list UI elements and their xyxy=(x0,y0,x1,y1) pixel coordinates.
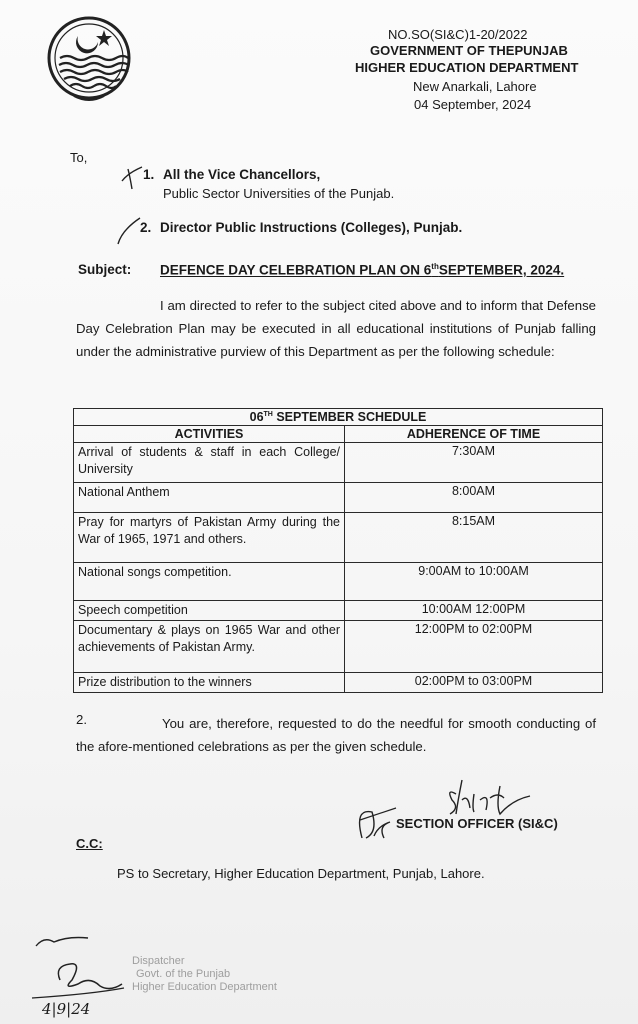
recipient-2-number: 2. xyxy=(140,220,152,235)
activity-cell: Prize distribution to the winners xyxy=(74,673,345,693)
activity-cell: National songs competition. xyxy=(74,563,345,601)
table-row xyxy=(74,563,603,601)
letter-date: 04 September, 2024 xyxy=(414,97,532,112)
activity-cell: Documentary & plays on 1965 War and other achievements of Pakistan Army. xyxy=(74,621,345,673)
activity-cell: National Anthem xyxy=(74,483,345,513)
schedule-title xyxy=(74,409,603,426)
subject-superscript: th xyxy=(431,262,439,271)
activity-cell: Speech competition xyxy=(74,601,345,621)
subject-text-date: SEPTEMBER, 2024. xyxy=(438,262,565,278)
department-title: HIGHER EDUCATION DEPARTMENT xyxy=(355,60,579,75)
column-header-activities: ACTIVITIES xyxy=(74,426,345,443)
recipient-2-title: Director Public Instructions (Colleges), Punjab. xyxy=(160,220,463,235)
handwritten-signature xyxy=(350,776,540,846)
activity-cell: Pray for martyrs of Pakistan Army during the War of 1965, 1971 and others. xyxy=(74,513,345,563)
column-header-time: ADHERENCE OF TIME xyxy=(345,426,603,443)
paragraph-2: You are, therefore, requested to do the needful for smooth conducting of the afore-mentioned celebrations as per the given schedule. xyxy=(76,716,596,754)
cc-recipient: PS to Secretary, Higher Education Department, Punjab, Lahore. xyxy=(117,866,485,881)
activity-cell: Arrival of students & staff in each College/ University xyxy=(74,443,345,483)
stamp-text xyxy=(132,955,277,994)
time-cell: 8:15AM xyxy=(345,513,603,563)
stamp-line-3: Higher Education Department xyxy=(132,981,277,993)
recipient-1-title: All the Vice Chancellors, xyxy=(163,167,321,182)
time-cell: 9:00AM to 10:00AM xyxy=(345,563,603,601)
time-cell: 8:00AM xyxy=(345,483,603,513)
handwritten-tick-mark xyxy=(118,163,148,193)
table-row xyxy=(74,601,603,621)
time-cell: 02:00PM to 03:00PM xyxy=(345,673,603,693)
table-row xyxy=(74,673,603,693)
handwritten-date: 4|9|24 xyxy=(42,1000,91,1018)
recipient-1-number: 1. xyxy=(143,167,155,182)
time-cell: 12:00PM to 02:00PM xyxy=(345,621,603,673)
ref-number: NO.SO(SI&C)1-20/2022 xyxy=(388,27,528,42)
paragraph-1: I am directed to refer to the subject cited above and to inform that Defense Day Celebration Plan may be executed in all educational institutions of Punjab falling under the administrative purview of this Department as per the following schedule: xyxy=(76,298,596,359)
time-cell: 10:00AM 12:00PM xyxy=(345,601,603,621)
table-row xyxy=(74,443,603,483)
cc-label: C.C: xyxy=(76,836,103,851)
section-officer-designation: SECTION OFFICER (SI&C) xyxy=(396,816,558,831)
subject-text-main: DEFENCE DAY CELEBRATION PLAN ON 6 xyxy=(160,262,432,278)
table-row xyxy=(74,483,603,513)
table-row xyxy=(74,513,603,563)
subject-label: Subject: xyxy=(78,262,132,277)
handwritten-tick-mark xyxy=(112,214,142,250)
recipient-1-detail: Public Sector Universities of the Punjab. xyxy=(163,186,395,201)
address: New Anarkali, Lahore xyxy=(413,79,537,94)
government-title: GOVERNMENT OF THEPUNJAB xyxy=(370,43,568,58)
time-cell: 7:30AM xyxy=(345,443,603,483)
to-label: To, xyxy=(70,150,88,165)
table-row xyxy=(74,621,603,673)
subject-text xyxy=(160,262,564,278)
schedule-title-text: SEPTEMBER SCHEDULE xyxy=(272,410,427,424)
schedule-title-day: 06 xyxy=(249,410,264,424)
punjab-government-crest-icon xyxy=(44,14,134,106)
stamp-line-2: Govt. of the Punjab xyxy=(136,968,231,980)
paragraph-2-number: 2. xyxy=(76,712,87,727)
schedule-title-sup: TH xyxy=(263,410,273,418)
stamp-line-1: Dispatcher xyxy=(132,955,185,967)
schedule-table xyxy=(73,408,603,693)
